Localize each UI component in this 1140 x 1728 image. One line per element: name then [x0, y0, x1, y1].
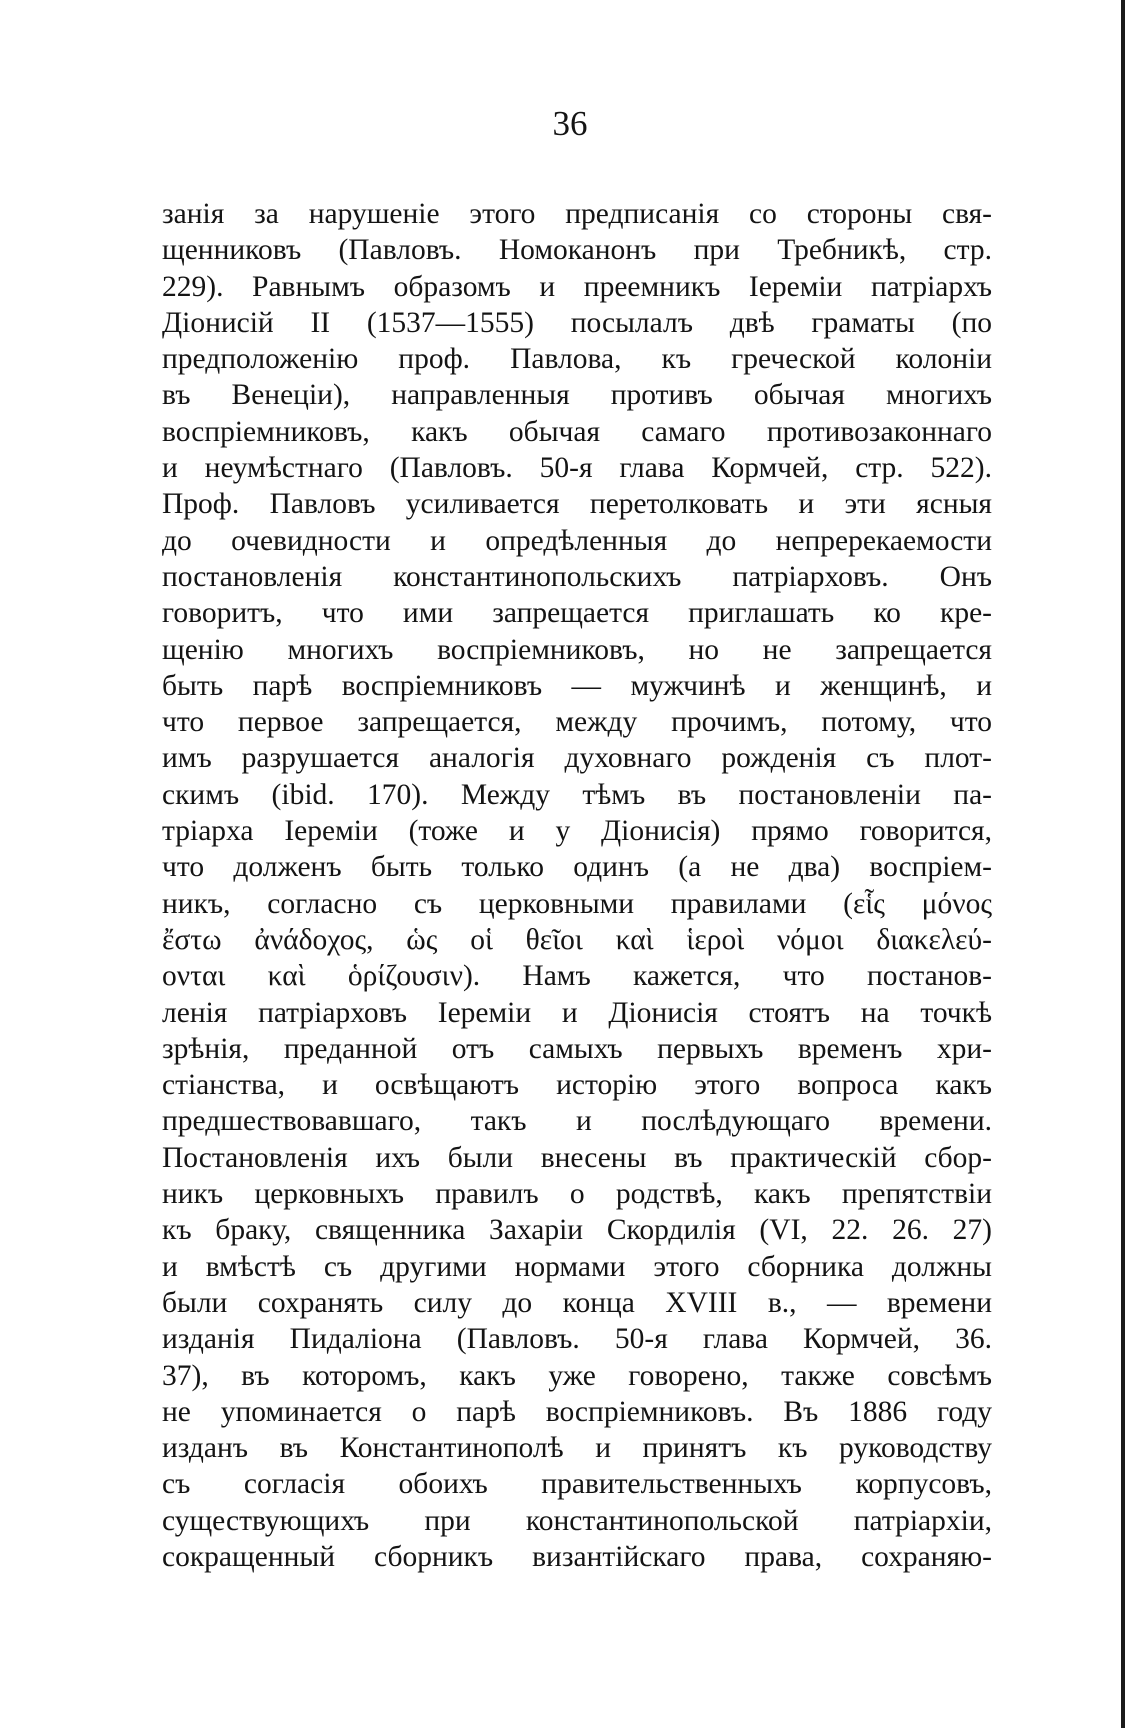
text-line: никъ церковныхъ правилъ о родствѣ, какъ препятствіи — [162, 1178, 992, 1211]
text-line: ленія патріарховъ Іереміи и Діонисія стоятъ на точкѣ — [162, 996, 992, 1029]
text-line: сокращенный сборникъ византійскаго права, сохраняю- — [162, 1540, 992, 1573]
text-line: Постановленія ихъ были внесены въ практическій сбор- — [162, 1141, 992, 1174]
text-line: что первое запрещается, между прочимъ, потому, что — [162, 706, 992, 739]
text-line: изданъ въ Константинополѣ и принятъ къ руководству — [162, 1432, 992, 1465]
body-text — [162, 196, 992, 1575]
text-line: зрѣнія, преданной отъ самыхъ первыхъ временъ хри- — [162, 1032, 992, 1065]
text-line: до очевидности и опредѣленныя до непререкаемости — [162, 524, 992, 557]
text-line: 37), въ которомъ, какъ уже говорено, также совсѣмъ — [162, 1359, 992, 1392]
text-line: воспріемниковъ, какъ обычая самаго противозаконнаго — [162, 415, 992, 448]
text-line: ονται καὶ ὁρίζουσιν). Намъ кажется, что постанов- — [162, 960, 992, 993]
text-line: Проф. Павловъ усиливается перетолковать и эти ясныя — [162, 488, 992, 521]
text-line: не упоминается о парѣ воспріемниковъ. Въ 1886 году — [162, 1395, 992, 1428]
page-number: 36 — [552, 104, 588, 143]
text-line: были сохранять силу до конца XVIII в., — времени — [162, 1286, 992, 1319]
text-line: изданія Пидаліона (Павловъ. 50-я глава Кормчей, 36. — [162, 1323, 992, 1356]
text-line: тріарха Іереміи (тоже и у Діонисія) прямо говорится, — [162, 815, 992, 848]
text-line: къ браку, священника Захаріи Скордилія (VI, 22. 26. 27) — [162, 1214, 992, 1247]
page-edge-rule — [1121, 0, 1125, 1728]
text-line: щенію многихъ воспріемниковъ, но не запрещается — [162, 633, 992, 666]
text-line: въ Венеціи), направленныя противъ обычая многихъ — [162, 379, 992, 412]
text-line: Діонисій II (1537—1555) посылалъ двѣ граматы (по — [162, 306, 992, 339]
text-line: и неумѣстнаго (Павловъ. 50-я глава Кормчей, стр. 522). — [162, 452, 992, 485]
text-line: скимъ (ibid. 170). Между тѣмъ въ постановленіи па- — [162, 778, 992, 811]
text-line: предшествовавшаго, такъ и послѣдующаго времени. — [162, 1105, 992, 1138]
text-line: быть парѣ воспріемниковъ — мужчинѣ и женщинѣ, и — [162, 669, 992, 702]
text-line: имъ разрушается аналогія духовнаго рожденія съ плот- — [162, 742, 992, 775]
text-line: стіанства, и освѣщаютъ исторію этого вопроса какъ — [162, 1069, 992, 1102]
text-line: предположенію проф. Павлова, къ греческой колоніи — [162, 343, 992, 376]
text-line: никъ, согласно съ церковными правилами (εἷς μόνος — [162, 887, 992, 920]
text-line: что долженъ быть только одинъ (а не два) воспріем- — [162, 851, 992, 884]
text-line: занія за нарушеніе этого предписанія со стороны свя- — [162, 198, 992, 230]
text-line: говоритъ, что ими запрещается приглашать ко кре- — [162, 597, 992, 630]
text-line: ἔστω ἀνάδοχος, ὡς οἱ θεῖοι καὶ ἱεροὶ νόμοι διακελεύ- — [162, 923, 992, 956]
text-line: 229). Равнымъ образомъ и преемникъ Іереміи патріархъ — [162, 270, 992, 303]
text-line: постановленія константинопольскихъ патріарховъ. Онъ — [162, 560, 992, 593]
text-line: щенниковъ (Павловъ. Номоканонъ при Требникѣ, стр. — [162, 234, 992, 267]
text-line: существующихъ при константинопольской патріархіи, — [162, 1504, 992, 1537]
text-line: съ согласія обоихъ правительственныхъ корпусовъ, — [162, 1468, 992, 1501]
text-line: и вмѣстѣ съ другими нормами этого сборника должны — [162, 1250, 992, 1283]
